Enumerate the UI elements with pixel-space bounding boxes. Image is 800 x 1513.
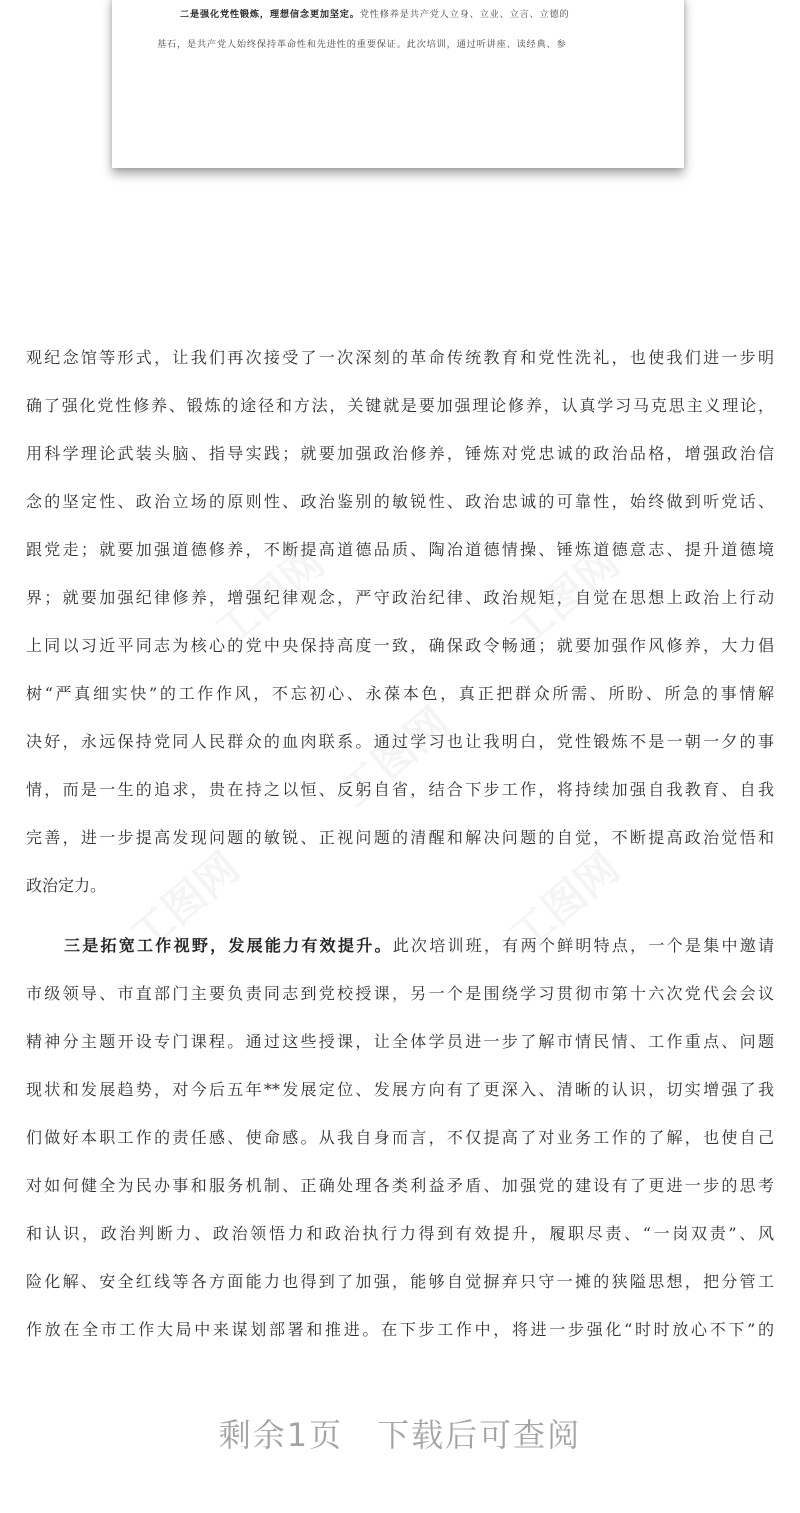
paragraph-heading-line xyxy=(26,930,774,978)
preview-line-1-text: 党性修养是共产党人立身、立业、立言、立德的 xyxy=(359,9,570,20)
text-line: 对如何健全为民办事和服务机制、正确处理各类利益矛盾、加强党的建设有了更进一步的思考 xyxy=(26,1176,774,1195)
remaining-pages-notice[interactable] xyxy=(0,1410,800,1456)
text-line: 险化解、安全红线等各方面能力也得到了加强，能够自觉摒弃只守一摊的狭隘思想，把分管工 xyxy=(26,1272,774,1291)
remaining-pages-label: 剩余1页 xyxy=(218,1416,344,1454)
text-line: 树“严真细实快”的工作作风，不忘初心、永葆本色，真正把群众所需、所盼、所急的事情解 xyxy=(26,684,774,703)
preview-heading: 二是强化党性锻炼，理想信念更加坚定。 xyxy=(180,9,360,20)
text-line: 观纪念馆等形式，让我们再次接受了一次深刻的革命传统教育和党性洗礼，也使我们进一步明 xyxy=(26,348,774,367)
text-line: 确了强化党性修养、锻炼的途径和方法，关键就是要加强理论修养，认真学习马克思主义理论， xyxy=(26,396,774,415)
text-line: 念的坚定性、政治立场的原则性、政治鉴别的敏锐性、政治忠诚的可靠性，始终做到听党话、 xyxy=(26,492,774,511)
text-line: 界；就要加强纪律修养，增强纪律观念，严守政治纪律、政治规矩，自觉在思想上政治上行动 xyxy=(26,588,774,607)
text-line: 上同以习近平同志为核心的党中央保持高度一致，确保政令畅通；就要加强作风修养，大力倡 xyxy=(26,636,774,655)
text-line: 政治定力。 xyxy=(26,876,107,895)
text-line: 们做好本职工作的责任感、使命感。从我自身而言，不仅提高了对业务工作的了解，也使自己 xyxy=(26,1128,774,1147)
text-line: 和认识，政治判断力、政治领悟力和政治执行力得到有效提升，履职尽责、“一岗双责”、风 xyxy=(26,1224,774,1243)
preview-line-2: 基石，是共产党人始终保持革命性和先进性的重要保证。此次培训，通过听讲座、读经典、参 xyxy=(157,39,567,50)
preview-line-1 xyxy=(112,6,684,20)
text-line: 跟党走；就要加强道德修养，不断提高道德品质、陶冶道德情操、锤炼道德意志、提升道德境 xyxy=(26,540,774,559)
text-line: 此次培训班，有两个鲜明特点，一个是集中邀请 xyxy=(392,936,774,955)
document-body xyxy=(26,342,774,1362)
text-line: 用科学理论武装头脑、指导实践；就要加强政治修养，锤炼对党忠诚的政治品格，增强政治信 xyxy=(26,444,774,463)
text-line: 现状和发展趋势，对今后五年**发展定位、发展方向有了更深入、清晰的认识，切实增强了我 xyxy=(26,1080,774,1099)
preview-page-card xyxy=(112,0,684,168)
text-line: 市级领导、市直部门主要负责同志到党校授课，另一个是围绕学习贯彻市第十六次党代会会议 xyxy=(26,984,774,1003)
paragraph-heading: 三是拓宽工作视野，发展能力有效提升。 xyxy=(64,936,393,955)
download-hint: 下载后可查阅 xyxy=(377,1416,582,1454)
text-line: 作放在全市工作大局中来谋划部署和推进。在下步工作中，将进一步强化“时时放心不下”的 xyxy=(26,1320,774,1339)
text-line: 精神分主题开设专门课程。通过这些授课，让全体学员进一步了解市情民情、工作重点、问题 xyxy=(26,1032,774,1051)
text-line: 情，而是一生的追求，贵在持之以恒、反躬自省，结合下步工作，将持续加强自我教育、自我 xyxy=(26,780,774,799)
text-line: 决好，永远保持党同人民群众的血肉联系。通过学习也让我明白，党性锻炼不是一朝一夕的事 xyxy=(26,732,774,751)
text-line: 完善，进一步提高发现问题的敏锐、正视问题的清醒和解决问题的自觉，不断提高政治觉悟和 xyxy=(26,828,774,847)
